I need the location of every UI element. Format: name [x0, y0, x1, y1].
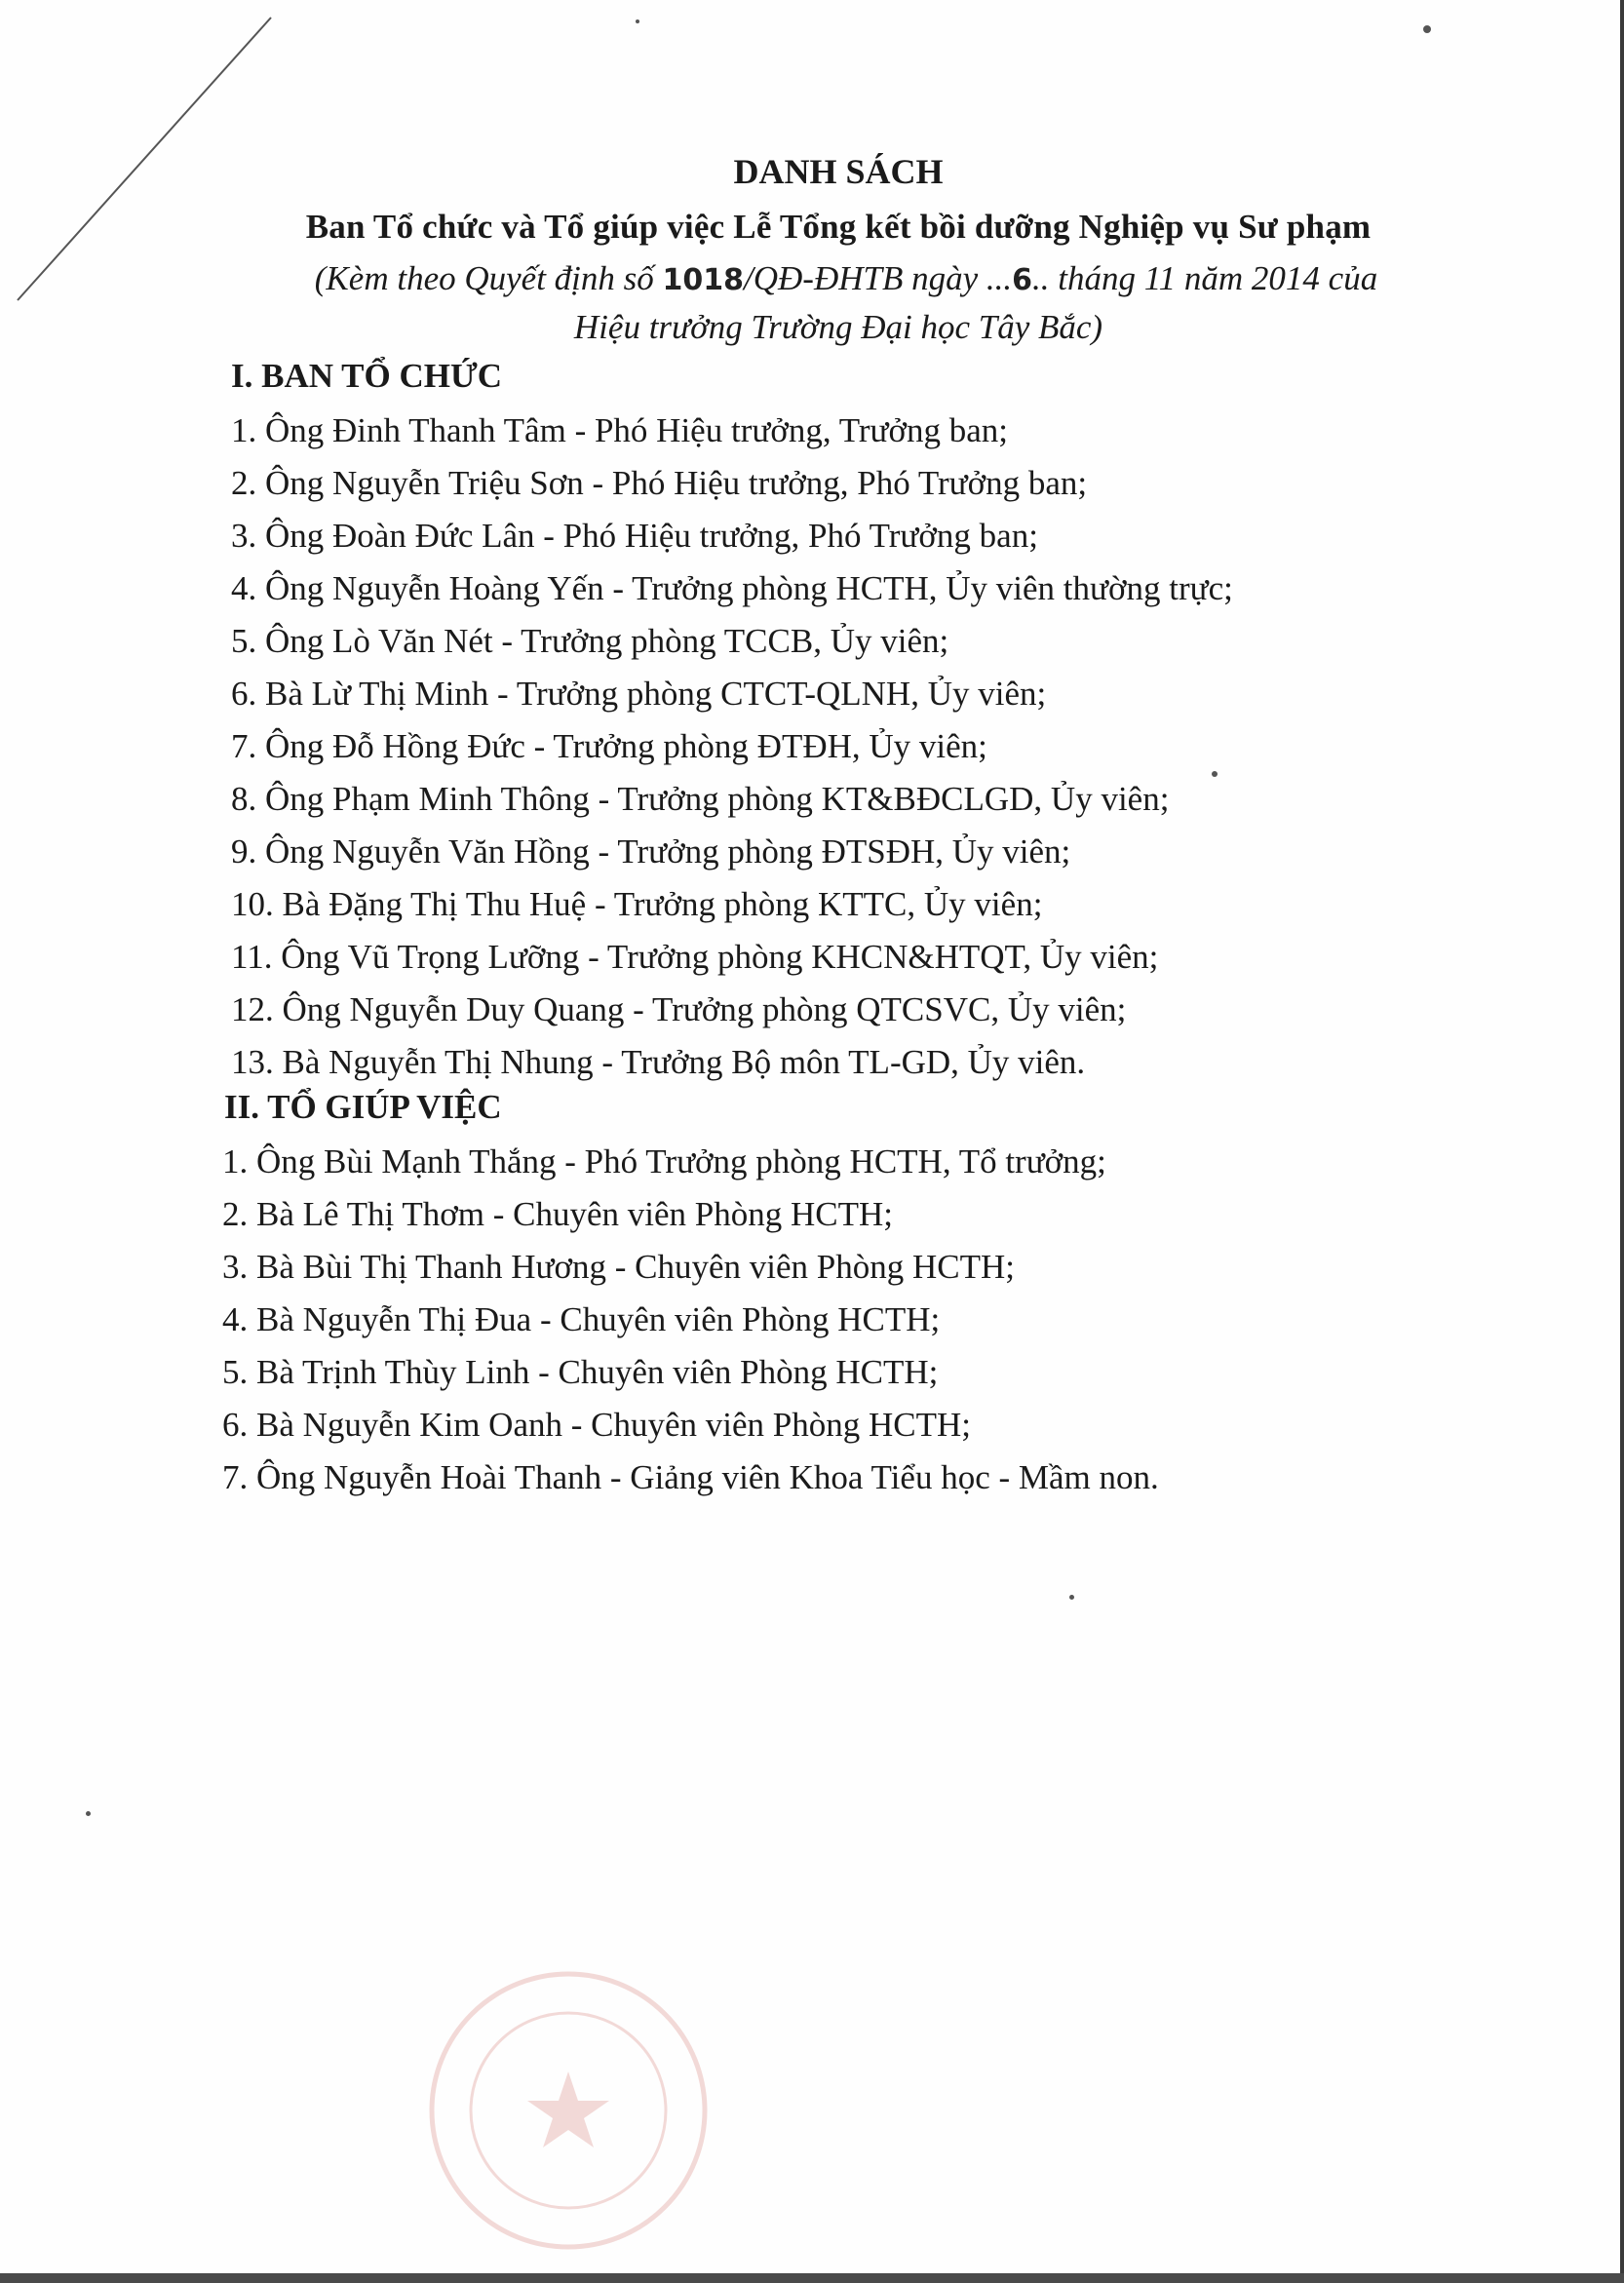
- document-subtitle: Ban Tổ chức và Tổ giúp việc Lễ Tổng kết bồi dưỡng Nghiệp vụ Sư phạm: [305, 208, 1372, 246]
- list-item: 3. Ông Đoàn Đức Lân - Phó Hiệu trưởng, Phó Trưởng ban;: [231, 517, 1038, 555]
- list-item: 13. Bà Nguyễn Thị Nhung - Trưởng Bộ môn TL-GD, Ủy viên.: [231, 1043, 1086, 1081]
- decision-day-handwritten: 6: [1012, 263, 1033, 297]
- scan-edge-right: [1620, 0, 1624, 2283]
- decision-note-part-2: /QĐ-ĐHTB ngày ...: [744, 259, 1013, 297]
- list-item: 1. Ông Đinh Thanh Tâm - Phó Hiệu trưởng, Trưởng ban;: [231, 411, 1008, 449]
- decision-note-part-3: .. tháng 11 năm 2014 của: [1032, 259, 1378, 297]
- list-item: 2. Bà Lê Thị Thơm - Chuyên viên Phòng HCTH;: [222, 1195, 894, 1233]
- list-item: 8. Ông Phạm Minh Thông - Trưởng phòng KT&BĐCLGD, Ủy viên;: [231, 780, 1170, 818]
- decision-note-part-1: (Kèm theo Quyết định số: [314, 259, 663, 297]
- list-item: 3. Bà Bùi Thị Thanh Hương - Chuyên viên Phòng HCTH;: [222, 1248, 1015, 1286]
- list-item: 7. Ông Đỗ Hồng Đức - Trưởng phòng ĐTĐH, Ủy viên;: [231, 727, 987, 765]
- list-item: 10. Bà Đặng Thị Thu Huệ - Trưởng phòng KTTC, Ủy viên;: [231, 885, 1043, 923]
- official-seal-faint: [417, 1959, 719, 2262]
- list-item: 12. Ông Nguyễn Duy Quang - Trưởng phòng QTCSVC, Ủy viên;: [231, 990, 1127, 1028]
- list-item: 5. Ông Lò Văn Nét - Trưởng phòng TCCB, Ủy viên;: [231, 622, 949, 660]
- list-item: 4. Bà Nguyễn Thị Đua - Chuyên viên Phòng HCTH;: [222, 1300, 941, 1338]
- list-item: 6. Bà Lừ Thị Minh - Trưởng phòng CTCT-QLNH, Ủy viên;: [231, 675, 1047, 713]
- list-item: 4. Ông Nguyễn Hoàng Yến - Trưởng phòng HCTH, Ủy viên thường trực;: [231, 569, 1233, 607]
- decision-number-handwritten: 1018: [662, 263, 745, 297]
- scan-edge-bottom: [0, 2273, 1624, 2283]
- section-heading-support-team: II. TỔ GIÚP VIỆC: [224, 1088, 502, 1126]
- decision-note-line-2: Hiệu trưởng Trường Đại học Tây Bắc): [573, 308, 1103, 346]
- scan-speck: [86, 1811, 91, 1816]
- scan-speck: [636, 19, 639, 23]
- list-item: 7. Ông Nguyễn Hoài Thanh - Giảng viên Khoa Tiểu học - Mầm non.: [222, 1458, 1159, 1496]
- list-item: 9. Ông Nguyễn Văn Hồng - Trưởng phòng ĐTSĐH, Ủy viên;: [231, 832, 1071, 871]
- decision-note-line-1: [0, 259, 1624, 298]
- document-title: DANH SÁCH: [733, 152, 944, 191]
- scan-speck: [1212, 771, 1218, 777]
- list-item: 5. Bà Trịnh Thùy Linh - Chuyên viên Phòng HCTH;: [222, 1353, 939, 1391]
- list-item: 2. Ông Nguyễn Triệu Sơn - Phó Hiệu trưởng, Phó Trưởng ban;: [231, 464, 1088, 502]
- section-heading-organizing-committee: I. BAN TỔ CHỨC: [231, 357, 503, 395]
- list-item: 1. Ông Bùi Mạnh Thắng - Phó Trưởng phòng HCTH, Tổ trưởng;: [222, 1142, 1106, 1180]
- scan-speck: [1423, 25, 1431, 33]
- list-item: 11. Ông Vũ Trọng Lưỡng - Trưởng phòng KHCN&HTQT, Ủy viên;: [231, 938, 1159, 976]
- scan-speck: [1069, 1595, 1074, 1600]
- list-item: 6. Bà Nguyễn Kim Oanh - Chuyên viên Phòng HCTH;: [222, 1406, 971, 1444]
